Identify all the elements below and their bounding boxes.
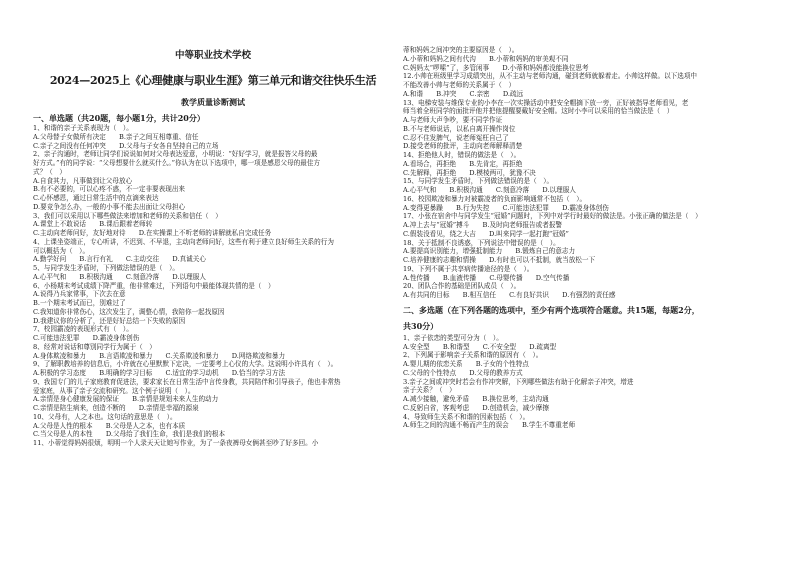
- question-line: 爱家庭，从事了亲子交流和研究。这个例子说明（ ）。: [33, 386, 195, 395]
- question-line: A.自食其力，凡事做到让父母放心: [33, 176, 133, 185]
- question-line: A.看场合，再拒绝 B.先肯定，再拒绝: [403, 159, 523, 168]
- question-line: C.培养健康的志趣和情操 D.有时也可以不抵制，就当放松一下: [403, 256, 596, 264]
- question-line: 14、拒绝他人时，错误的做法是（ ）。: [403, 151, 521, 159]
- question-line: A.冲上去与“冠婚”搏斗 B.及时向老师报告或者报警: [403, 221, 563, 229]
- question-line: 不能改善小帅与老师的关系属于（ ）: [403, 81, 516, 89]
- question-line: A.有共同的目标 B.相互信任 C.有良好共识 D.有强烈的责任感: [403, 291, 616, 299]
- question-line: 15、与同学发生矛盾时，下列做法错误的是（ ）。: [403, 177, 554, 186]
- question-line: B.一个期末考试而已，别难过了: [33, 299, 126, 307]
- right-question-list-a: [403, 46, 768, 300]
- question-line: A.师生之间的沟通不畅而产生的误会 B.学生不尊重老师: [403, 421, 576, 430]
- question-line: 3、我们可以采用以下哪些做法来增加和老师的关系和信任（ ）: [33, 211, 222, 220]
- question-line: A.性传播 B.血液传播 C.母婴传播 D.空气传播: [403, 273, 570, 282]
- question-line: A.身体欺凌和暴力 B.言语欺凌和暴力 C.关系欺凌和暴力 D.网络欺凌和暴力: [33, 351, 286, 360]
- question-line: A.小蒂和妈妈之间有代沟 B.小蒂和妈妈的审美观不同: [403, 54, 569, 63]
- question-line: 8、经常对说话和尊别同学行为属于（ ）: [33, 342, 156, 351]
- question-line: C.亲子之间没有任何冲突 D.父母与子女各自坚持自己的立场: [33, 141, 219, 150]
- question-line: 7、校园霸凌的表现形式有（ ）。: [33, 325, 133, 334]
- question-line: A.婴儿期的依恋关系 B.子女的个性特点: [403, 360, 529, 368]
- question-line: 13、电梯安装与维保专业的小李在一次实操活动中把安全帽摘下放一旁，正好被指导老师看见，老: [403, 98, 689, 107]
- question-line: 蒂和妈妈之间冲突的主要原因是（ ）。: [403, 46, 519, 54]
- question-line: 4、导致师生关系不和谐的因素包括（ ）。: [403, 412, 530, 421]
- question-line: D.要竞争怎么办，一般的小事不能去出面让父母担心: [33, 202, 186, 211]
- question-line: A.积极的学习态度 B.明确的学习目标 C.适宜的学习动机 D.恰当的学习方法: [33, 369, 286, 377]
- question-line: C.亲情是陪生病来，创造不断的 D.亲情是幸福的源泉: [33, 404, 199, 412]
- question-line: 亲子关系？（ ）: [403, 386, 456, 395]
- question-line: 5、与同学发生矛盾时，下列做法错误的是（ ）。: [33, 264, 179, 272]
- left-column: [33, 112, 393, 448]
- question-line: C.假装没看见，绕之大吉 D.叫来同学一起打跑“冠婚”: [403, 229, 569, 238]
- question-line: 6、小杨期末考试成绩下降严重，他非常难过，下列语句中最能体现共情的是（ ）: [33, 281, 275, 290]
- question-line: 好方式。”有的同学说：“父母想要什么就买什么。”你认为在以下选项中，哪一项是感恩父母的最佳方: [33, 159, 321, 167]
- question-line: A.要提高识别能力，增强抵制能力 B.锻炼自己的意志力: [403, 247, 576, 256]
- question-line: 可以概括为（ ）。: [33, 246, 90, 255]
- question-line: B.不与老师说话，以私自离开操作岗位: [403, 124, 516, 133]
- right-column: [403, 46, 768, 430]
- question-line: C.反躬自省，客观考虑 D.创造机会，减少摩擦: [403, 403, 549, 412]
- question-line: 9、我国专门的儿子家庭教育促进法，要求家长在日常生活中言传身教，共同陪伴和引导孩子，他也非常热: [33, 377, 341, 386]
- question-line: B.有不必要的，可以心疼不惑，不一定非要表现出来: [33, 185, 186, 194]
- question-line: D.我建议你的分析了，还是好好总结一下失败的原因: [33, 316, 186, 325]
- question-line: A.说得乃兵家常事，下次去在意: [33, 290, 126, 299]
- question-line: 式？（ ）: [33, 167, 66, 176]
- question-line: C.可能违法犯罪 D.霸凌身体创伤: [33, 334, 140, 342]
- question-line: A.和谐 B.冲突 C.亲密 D.疏远: [403, 89, 524, 98]
- question-line: 1、和谐的亲子关系表现为（ ）。: [33, 124, 133, 132]
- right-question-list-b: [403, 334, 768, 430]
- question-line: C.当父母是人的本性 D.父母给了我们生命，我们是我们的根本: [33, 430, 226, 439]
- left-question-list: [33, 124, 393, 448]
- question-line: 1、亲子依恋的类型可分为（ ）。: [403, 333, 503, 342]
- question-line: C.我知道你非常伤心，这次发生了，调整心情，我陪你一起找原因: [33, 307, 225, 316]
- section-multi-choice-heading: 二、多选题（在下列各题的选项中，至少有两个选项符合题意。共15题，每题2分，: [403, 304, 700, 315]
- question-line: C.妈妈太“啰嗦”了，多管闲事 D.小蒂和妈妈都没能换位思考: [403, 63, 589, 72]
- question-line: 11、小蒂觉得妈妈很烦，明明一个人录天天让她写作业，为了一条夜裤母女俩甚至吵了好多回。小: [33, 439, 319, 447]
- question-line: 20、团队合作的基础是团队成员（ ）。: [403, 282, 521, 291]
- question-line: 2、亲子沟通时，老师让同学们说说如何对父母表达爱意，小明说：“好好学习，就是报答父母的最: [33, 150, 318, 159]
- question-line: 师当着全班同学的面批评他并把他提醒要戴好安全帽。这时小李可以采用的恰当做法是（ ）: [403, 107, 674, 116]
- question-line: A.课堂上不敢说话 B.课后跟着老师转: [33, 220, 153, 229]
- question-line: A.安全型 B.和谐型 C.不安全型 D.疏离型: [403, 342, 557, 351]
- question-line: A.心平气和 B.积极沟通 C.刻意冷落 D.以理服人: [33, 272, 206, 281]
- question-line: A.心平气和 B.积极沟通 C.刻意冷落 D.以理服人: [403, 186, 576, 194]
- question-line: A.父母是人性的根本 B.父母是人之本，也有本质: [33, 421, 186, 430]
- question-line: 18、关于抵制不良诱惑，下列说法中错误的是（ ）。: [403, 238, 560, 247]
- exam-subtitle: 教学质量诊断测试: [181, 97, 245, 107]
- section-single-choice-heading: 一、单选题（共20题，每小题1分，共计20分）: [33, 113, 205, 123]
- question-line: C.父母的个性特点 D.父母的教养方式: [403, 368, 523, 377]
- question-line: 16、校园欺凌和暴力对被霸凌者的负面影响通常不包括（ ）。: [403, 194, 587, 203]
- question-line: C.心怀感恩，通过日常生活中的点滴来表达: [33, 194, 159, 202]
- question-line: A.父母替子女做所有决定 B.亲子之间互相尊重、信任: [33, 132, 199, 141]
- question-line: 9、了解职教培养的信息后，小许就在心里默默下定决，一定要考上心仪的大学。这说明小许具有（ ）。: [33, 360, 338, 369]
- question-line: 4、上课坐姿端正，专心听讲，不迟到、不早退，主动向老师问好，这些有利于建立良好师生关系的行为: [33, 237, 334, 246]
- question-line: 19、下列不属于共享病传播途径的是（ ）。: [403, 264, 534, 273]
- question-line: 10、父母有，人之本也。这句话的意思是（ ）。: [33, 412, 177, 421]
- question-line: C.先解释，再拒绝 D.模棱两可，犹豫不决: [403, 168, 536, 177]
- question-line: A.勤学好问 B.言行有礼 C.主动交往 D.真诚关心: [33, 255, 206, 264]
- question-line: A.与老师大声争吵，要不同学作证: [403, 116, 503, 124]
- exam-title: 2024—2025上《心理健康与职业生涯》第三单元和谐交往快乐生活: [49, 74, 377, 87]
- question-line: 2、下列属于影响亲子关系和谐的原因有（ ）。: [403, 351, 543, 360]
- question-line: C.主动向老师问好，友好地对待 D.在实操课上不听老师的讲解就私自完成任务: [33, 229, 272, 237]
- question-line: 12.小帅在班级里学习成绩突出，从不主动与老师沟通，碰到老师就躲着走。小帅这样做。以下选项中: [403, 72, 698, 81]
- question-line: 17、小张在宿舍中与同学发生“冠婚”问题时，下列中对学行时最好的做法是。小张正确的做法是（ ）: [403, 212, 702, 221]
- question-line: D.接受老师的批评，主动向老师解释清楚: [403, 142, 523, 151]
- question-line: C.忍不住发脾气，说老师冤枉自己了: [403, 133, 509, 142]
- question-line: A.亲情是身心健康发展的保证 B.亲情是规划未来人生的动力: [33, 395, 219, 404]
- question-line: 3.亲子之间或冲突时若会有作冲突解，下列哪些做法有助于化解亲子冲突，增进: [403, 377, 634, 386]
- question-line: A.减少接触，避免矛盾 B.换位思考，主动沟通: [403, 395, 549, 403]
- school-name: 中等职业技术学校: [174, 50, 251, 61]
- section-multi-choice-heading-cont: 共30分）: [403, 320, 439, 331]
- question-line: A.变得更暴躁 B.行为失控 C.可能违法犯罪 D.霸凌身体创伤: [403, 203, 609, 212]
